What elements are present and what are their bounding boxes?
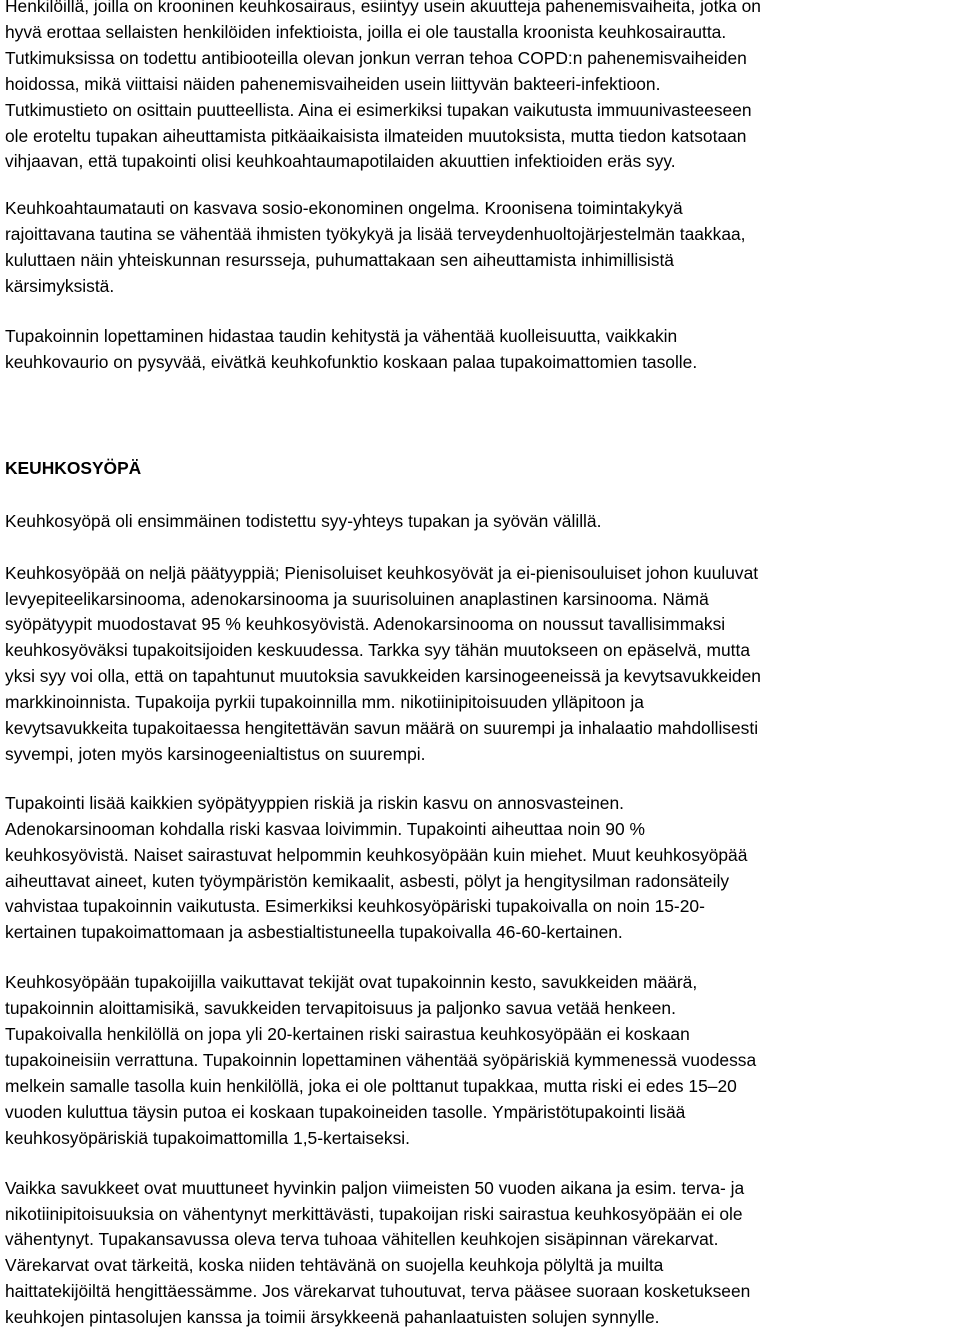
paragraph-copd-infections: [5, 0, 957, 175]
text-line: Keuhkoahtaumatauti on kasvava sosio-ekonominen ongelma. Kroonisena toimintakykyä: [5, 198, 683, 219]
text-line: markkinoinnista. Tupakoija pyrkii tupakoinnilla mm. nikotiinipitoisuuden ylläpitoon ja: [5, 692, 644, 713]
text-line: Tupakoinnin lopettaminen hidastaa taudin kehitystä ja vähentää kuolleisuutta, vaikkakin: [5, 325, 678, 346]
text-line: keuhkojen pintasolujen kanssa ja toimii ärsykkeenä pahanlaatuisten solujen synnylle.: [5, 1307, 660, 1328]
text-line: Henkilöillä, joilla on krooninen keuhkosairaus, esiintyy usein akuutteja pahenemisvaiheita, jotka on: [5, 0, 761, 16]
text-line: rajoittavana tautina se vähentää ihmisten työkykyä ja lisää terveydenhuoltojärjestelmän taakkaa,: [5, 224, 746, 245]
text-line: Tutkimuksissa on todettu antibiooteilla olevan jonkun verran tehoa COPD:n pahenemisvaiheiden: [5, 47, 747, 68]
text-line: kuluttaen näin yhteiskunnan resursseja, puhumattakaan sen aiheuttamista inhimillisistä: [5, 250, 674, 271]
text-line: keuhkosyövistä. Naiset sairastuvat helpommin keuhkosyöpään kuin miehet. Muut keuhkosyöpää: [5, 844, 748, 865]
paragraph-cancer-types: [5, 561, 957, 768]
paragraph-cilia-tar: [5, 1176, 957, 1331]
text-line: ole eroteltu tupakan aiheuttamista pitkäaikaisista ilmateiden muutoksista, mutta tiedon katsotaan: [5, 125, 747, 146]
paragraph-risk-factors: [5, 970, 957, 1151]
text-line: haittatekijöiltä hengittäessämme. Jos värekarvat tuhoutuvat, terva pääsee suoraan kosketukseen: [5, 1281, 751, 1302]
text-line: kärsimyksistä.: [5, 276, 115, 297]
text-line: Vaikka savukkeet ovat muuttuneet hyvinkin paljon viimeisten 50 vuoden aikana ja esim. terva- ja: [5, 1177, 745, 1198]
text-line: Keuhkosyöpä oli ensimmäinen todistettu syy-yhteys tupakan ja syövän välillä.: [5, 510, 602, 531]
text-line: keuhkosyöväksi tupakoitsijoiden keskuudessa. Tarkka syy tähän muutokseen on epäselvä, mutta: [5, 640, 751, 661]
text-line: aiheuttavat aineet, kuten työympäristön kemikaalit, asbesti, pölyt ja hengitysilman radonsäteily: [5, 870, 730, 891]
text-line: Värekarvat ovat tärkeitä, koska niiden tehtävänä on suojella keuhkoja pölyltä ja muilta: [5, 1255, 664, 1276]
text-line: Keuhkosyöpää on neljä päätyyppiä; Pienisoluiset keuhkosyövät ja ei-pienisouluiset johon kuuluvat: [5, 562, 759, 583]
text-line: Tutkimustieto on osittain puutteellista. Aina ei esimerkiksi tupakan vaikutusta immuunivasteeseen: [5, 99, 752, 120]
text-line: vuoden kuluttua täysin putoa ei koskaan tupakoineiden tasolle. Ympäristötupakointi lisää: [5, 1101, 686, 1122]
text-line: levyepiteelikarsinooma, adenokarsinooma ja suurisoluinen anaplastinen karsinooma. Nämä: [5, 588, 709, 609]
paragraph-risk-dose-response: [5, 791, 957, 946]
text-line: hyvä erottaa sellaisten henkilöiden infektioista, joilla ei ole taustalla kroonista keuhkosairautta.: [5, 21, 727, 42]
paragraph-socioeconomic: [5, 196, 957, 300]
text-line: melkein samalle tasolla kuin henkilöllä, joka ei ole polttanut tupakkaa, mutta riski ei edes 15–20: [5, 1075, 737, 1096]
text-line: kevytsavukkeita tupakoitaessa hengitettävän savun määrä on suurempi ja inhalaatio mahdollisesti: [5, 718, 759, 739]
text-line: Tupakoivalla henkilöllä on jopa yli 20-kertainen riski sairastua keuhkosyöpään ei koskaan: [5, 1024, 690, 1045]
text-line: Keuhkosyöpään tupakoijilla vaikuttavat tekijät ovat tupakoinnin kesto, savukkeiden määrä,: [5, 972, 698, 993]
text-line: syvempi, joten myös karsinogeenialtistus on suurempi.: [5, 743, 426, 764]
text-line: Tupakointi lisää kaikkien syöpätyyppien riskiä ja riskin kasvu on annosvasteinen.: [5, 792, 624, 813]
paragraph-quitting-smoking: [5, 324, 957, 376]
document-page: [5, 0, 957, 1331]
section-heading-lung-cancer: KEUHKOSYÖPÄ: [5, 457, 142, 478]
text-line: keuhkosyöpäriskiä tupakoimattomilla 1,5-kertaiseksi.: [5, 1127, 410, 1148]
paragraph-first-proven-link: [5, 509, 957, 535]
text-line: yksi syy voi olla, että on tapahtunut muutoksia savukkeiden karsinogeeneissä ja kevytsavukkeiden: [5, 666, 761, 687]
text-line: kertainen tupakoimattomaan ja asbestialtistuneella tupakoivalla 46-60-kertainen.: [5, 922, 623, 943]
text-line: keuhkovaurio on pysyvää, eivätkä keuhkofunktio koskaan palaa tupakoimattomien tasolle.: [5, 351, 698, 372]
text-line: vähentynyt. Tupakansavussa oleva terva tuhoaa vähitellen keuhkojen sisäpinnan värekarvat.: [5, 1229, 719, 1250]
text-line: nikotiinipitoisuuksia on vähentynyt merkittävästi, tupakoijan riski sairastua keuhkosyöpään ei ole: [5, 1203, 743, 1224]
text-line: vahvistaa tupakoinnin vaikutusta. Esimerkiksi keuhkosyöpäriski tupakoivalla on noin 15-20-: [5, 896, 705, 917]
text-line: tupakoineisiin verrattuna. Tupakoinnin lopettaminen vähentää syöpäriskiä kymmenessä vuodessa: [5, 1050, 757, 1070]
text-line: Adenokarsinooman kohdalla riski kasvaa loivimmin. Tupakointi aiheuttaa noin 90 %: [5, 818, 645, 839]
text-line: vihjaavan, että tupakointi olisi keuhkoahtaumapotilaiden akuuttien infektioiden eräs syy.: [5, 151, 676, 172]
text-line: hoidossa, mikä viittaisi näiden pahenemisvaiheiden usein liittyvän bakteeri-infektioon.: [5, 73, 661, 94]
text-line: tupakoinnin aloittamisikä, savukkeiden tervapitoisuus ja paljonko savua vetää henkeen.: [5, 998, 676, 1019]
text-line: syöpätyypit muodostavat 95 % keuhkosyövistä. Adenokarsinooma on noussut tavallisimmaksi: [5, 614, 726, 635]
